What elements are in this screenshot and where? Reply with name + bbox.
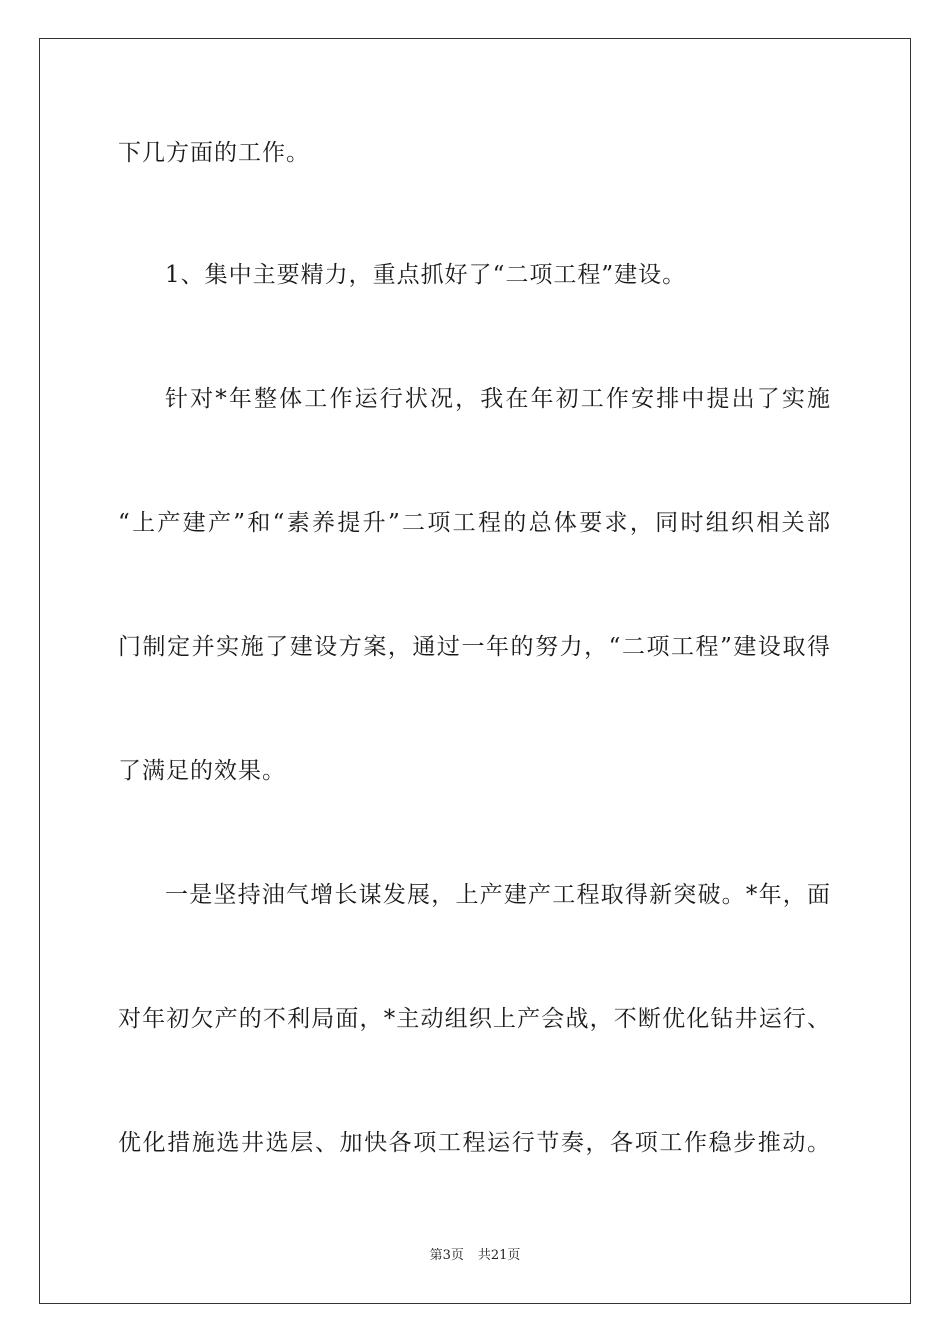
paragraph-line: 门制定并实施了建设方案，通过一年的努力，“二项工程”建设取得 (118, 634, 830, 660)
page-border (39, 38, 911, 1304)
paragraph-line: 下几方面的工作。 (118, 140, 310, 166)
page-footer (0, 1248, 950, 1264)
section-heading: 1、集中主要精力，重点抓好了“二项工程”建设。 (165, 262, 687, 288)
page-number: 第3页 (429, 1248, 464, 1263)
paragraph-line: “上产建产”和“素养提升”二项工程的总体要求，同时组织相关部 (118, 510, 830, 536)
paragraph-line: 一是坚持油气增长谋发展，上产建产工程取得新突破。*年，面 (165, 882, 830, 908)
paragraph-line: 了满足的效果。 (118, 758, 286, 784)
paragraph-line: 针对*年整体工作运行状况，我在年初工作安排中提出了实施 (165, 386, 830, 412)
total-pages: 共21页 (477, 1248, 521, 1263)
paragraph-line: 对年初欠产的不利局面，*主动组织上产会战，不断优化钻井运行、 (118, 1006, 830, 1032)
paragraph-line: 优化措施选井选层、加快各项工程运行节奏，各项工作稳步推动。 (118, 1130, 830, 1156)
